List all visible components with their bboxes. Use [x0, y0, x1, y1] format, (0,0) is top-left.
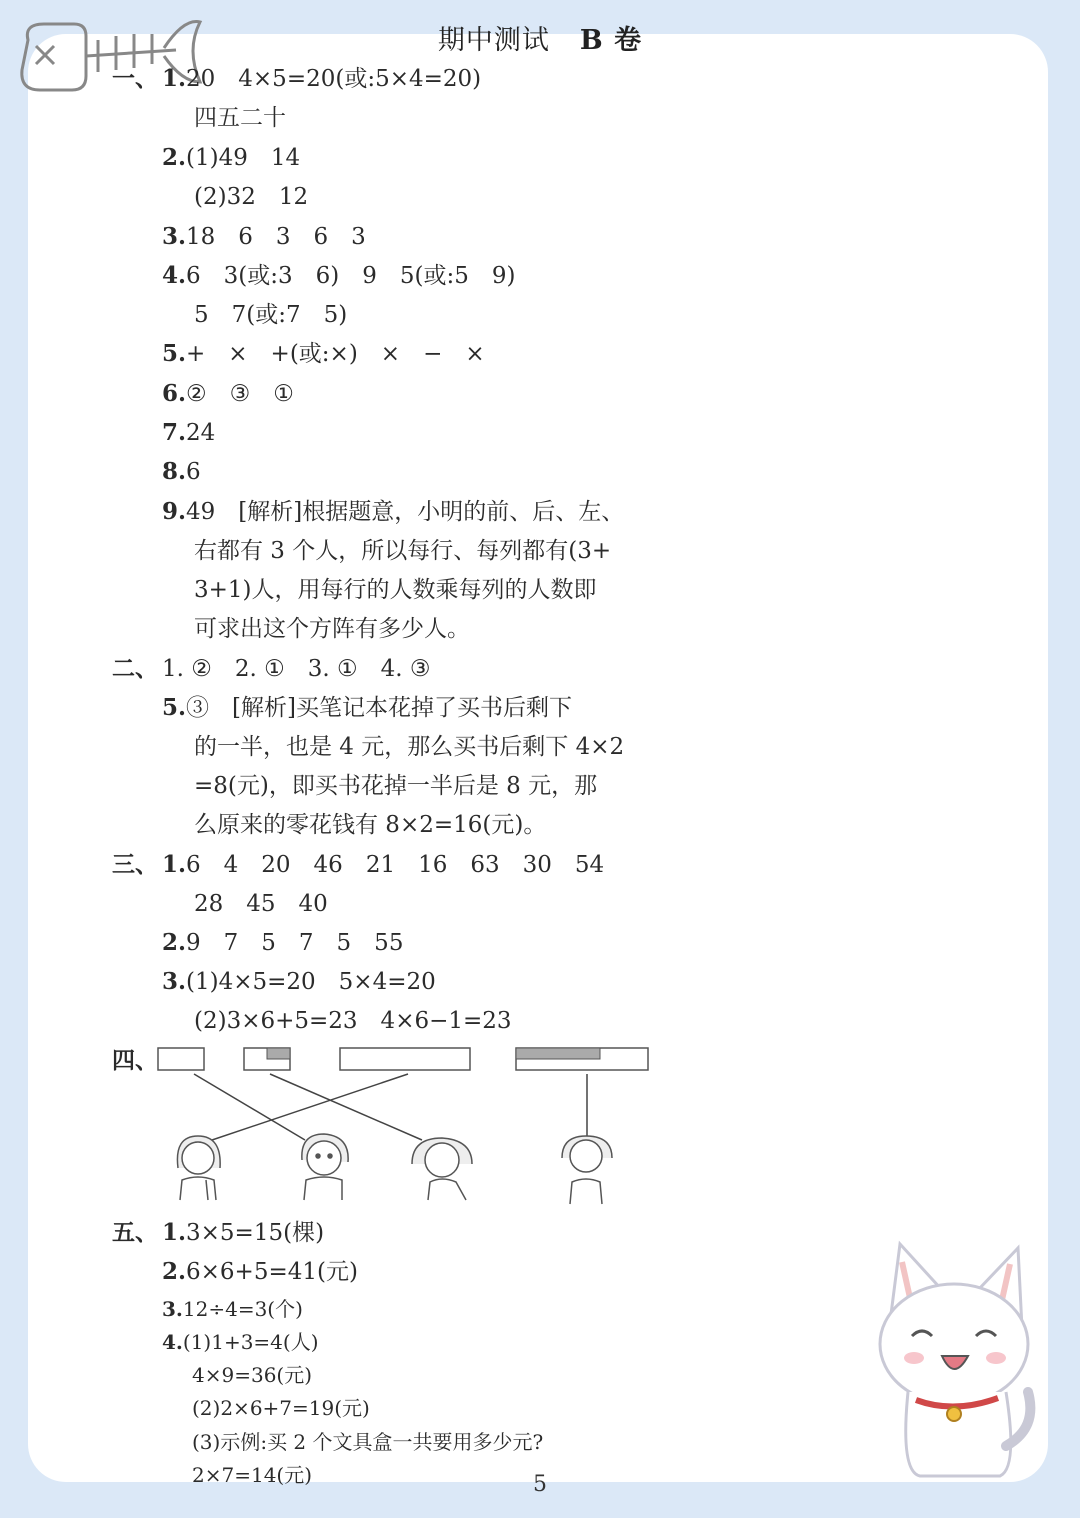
s5-q1: 1.3×5=15(棵): [162, 1219, 325, 1246]
s3-q1-b: 28 45 40: [194, 891, 328, 917]
s2-q5-d: 么原来的零花钱有 8×2=16(元)。: [194, 812, 547, 838]
matching-diagram: [150, 1040, 670, 1210]
s3-q2: 2.9 7 5 7 5 55: [162, 929, 404, 956]
section-4-label: 四、: [112, 1047, 158, 1074]
s5-q4-e: 2×7=14(元): [192, 1463, 313, 1487]
s3-q3-b: (2)3×6+5=23 4×6−1=23: [194, 1008, 512, 1034]
s1-q5: 5.+ × +(或:×) × − ×: [162, 340, 485, 367]
s1-q6: 6.② ③ ①: [162, 380, 294, 407]
s2-row1: 1. ② 2. ① 3. ① 4. ③: [162, 656, 431, 682]
s1-q4-a: 4.6 3(或:3 6) 9 5(或:5 9): [162, 262, 516, 289]
s5-q2: 2.6×6+5=41(元): [162, 1258, 358, 1285]
s1-q9-b: 右都有 3 个人，所以每行、每列都有(3+: [194, 538, 612, 564]
s1-q7: 7.24: [162, 419, 216, 446]
fraction-bar-3: [340, 1048, 470, 1070]
s1-q8: 8.6: [162, 458, 201, 485]
s5-q4-d: (3)示例:买 2 个文具盒一共要用多少元?: [192, 1430, 544, 1454]
s1-q1-b: 四五二十: [194, 105, 286, 131]
s5-q4-b: 4×9=36(元): [192, 1363, 313, 1387]
child-figure-3: [412, 1138, 472, 1200]
child-figure-1: [177, 1136, 220, 1200]
fraction-bar-1: [158, 1048, 204, 1070]
s5-q3: 3.12÷4=3(个): [162, 1297, 303, 1321]
s1-q2-b: (2)32 12: [194, 184, 309, 210]
page-title: 期中测试 B 卷: [437, 25, 643, 56]
cat-illustration: [850, 1232, 1040, 1482]
s3-q3-a: 3.(1)4×5=20 5×4=20: [162, 968, 436, 995]
s2-q5-b: 的一半，也是 4 元，那么买书后剩下 4×2: [194, 734, 625, 760]
section-1-label: 一、: [112, 65, 158, 92]
s1-q2-a: 2.(1)49 14: [162, 144, 301, 171]
s3-q1-a: 1.6 4 20 46 21 16 63 30 54: [162, 851, 605, 878]
s1-q3: 3.18 6 3 6 3: [162, 223, 366, 250]
s1-q1-a: 1.20 4×5=20(或:5×4=20): [162, 65, 482, 92]
section-3-label: 三、: [112, 851, 158, 878]
s1-q9-a: 9.49 [解析]根据题意，小明的前、后、左、: [162, 498, 625, 525]
s5-q4-c: (2)2×6+7=19(元): [192, 1396, 370, 1420]
s1-q4-b: 5 7(或:7 5): [194, 302, 348, 328]
s2-q5-a: 5.③ [解析]买笔记本花掉了买书后剩下: [162, 694, 572, 721]
child-figure-4: [562, 1136, 612, 1204]
s2-q5-c: =8(元)，即买书花掉一半后是 8 元，那: [194, 773, 598, 799]
section-5-label: 五、: [112, 1219, 158, 1246]
child-figure-2: [302, 1134, 348, 1200]
s1-q9-d: 可求出这个方阵有多少人。: [194, 616, 470, 642]
page-number: 5: [533, 1472, 547, 1497]
section-2-label: 二、: [112, 655, 158, 682]
s1-q9-c: 3+1)人，用每行的人数乘每列的人数即: [194, 577, 597, 603]
s5-q4-a: 4.(1)1+3=4(人): [162, 1330, 319, 1354]
